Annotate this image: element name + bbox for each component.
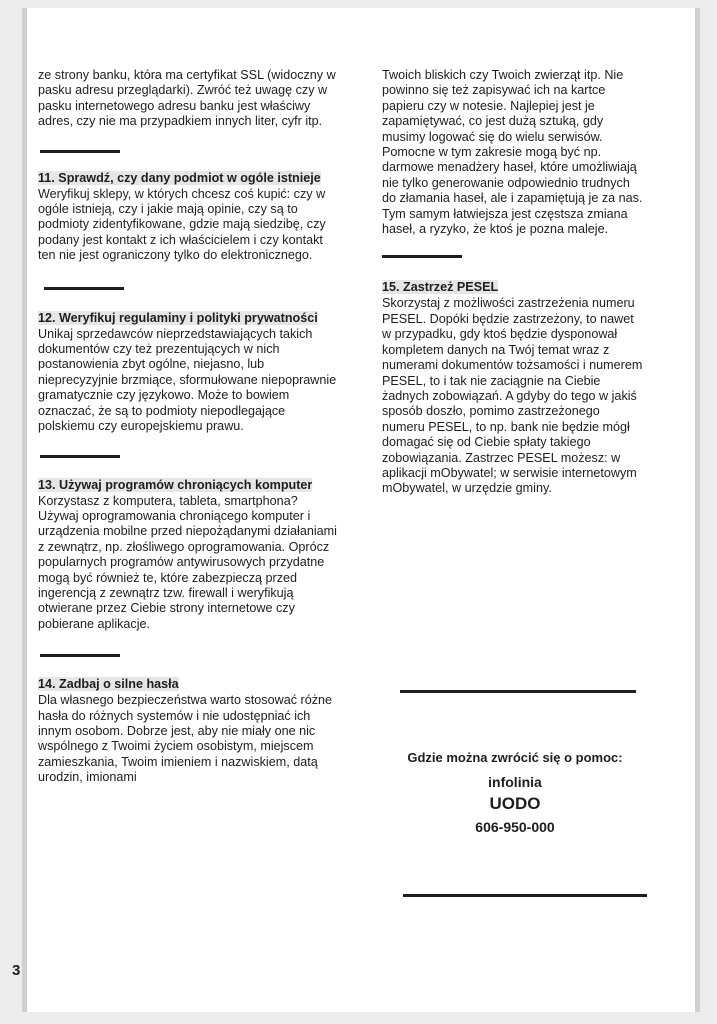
intro-paragraph: ze strony banku, która ma certyfikat SSL (widoczny w pasku adresu przeglądarki). Zwróć też uwagę czy w pasku internetowego adresu banku jest właściwy adres, czy nie ma przypadkiem innych liter, cyfr itp.	[38, 68, 336, 129]
section-divider	[382, 255, 462, 258]
page-number: 3	[12, 962, 21, 979]
section-divider	[40, 455, 120, 458]
section-15-body: Skorzystaj z możliwości zastrzeżenia numeru PESEL. Dopóki będzie zastrzeżony, to nawet w przypadku, gdy ktoś będzie dysponował kompletem danych na Twój temat wraz z numerami dokumentów tożsamości i numerem PESEL, to i tak nie zaciągnie na Ciebie żadnych zobowiązań. A gdyby do tego w jakiś sposób doszło, pomimo zastrzeżonego numeru PESEL, to np. bank nie będzie mógł domagać się od Ciebie spłaty takiego zobowiązania. Zastrzec PESEL możesz: w aplikacji mObywatel; w serwisie internetowym mObywatel, w urzędzie gminy.	[382, 296, 643, 496]
section-14-continuation: Twoich bliskich czy Twoich zwierząt itp. Nie powinno się też zapisywać ich na kartce papieru czy w notesie. Najlepiej jest je zapamiętywać, co jest dużą sztuką, gdy musimy logować się do wielu serwisów. Pomocne w tym zakresie mogą być np. darmowe menadżery haseł, które umożliwiają nie tylko generowanie odpowiednio trudnych do złamania haseł, ale i zapamiętują je za nas. Tym samym łatwiejsza jest częstsza zmiana haseł, a ryzyko, że ktoś je pozna maleje.	[382, 68, 643, 237]
section-13-body: Korzystasz z komputera, tableta, smartphona? Używaj oprogramowania chroniącego komputer i urządzenia mobilne przed niepożądanymi działaniami z zewnątrz, np. złośliwego oprogramowania. Oprócz popularnych programów antywirusowych przydatne mogą być również te, które zabezpieczą przed ingerencją z zewnątrz tzw. firewall i weryfikują otwierane przez Ciebie strony internetowe czy pobierane aplikacje.	[38, 493, 337, 631]
section-12-title: 12. Weryfikuj regulaminy i polityki prywatności	[38, 310, 318, 325]
section-divider	[44, 287, 124, 290]
section-14-body: Dla własnego bezpieczeństwa warto stosować różne hasła do różnych systemów i nie udostępniać ich innym osobom. Dobrze jest, aby nie miały one nic wspólnego z Twoimi życiem osobistym, miejscem zamieszkania, Twoim imieniem i nazwiskiem, datą urodzin, imionami	[38, 693, 333, 785]
right-column	[382, 68, 644, 497]
section-11-title: 11. Sprawdź, czy dany podmiot w ogóle istnieje	[38, 170, 321, 185]
help-infolinia: infolinia	[488, 774, 542, 790]
section-12-body: Unikaj sprzedawców nieprzedstawiających takich dokumentów czy też prezentujących w nich postanowienia zbyt ogólne, niejasno, lub nieprecyzyjnie brzmiące, sformułowane niepoprawnie gramatycznie czy językowo. Może to bowiem oznaczać, że są to podmioty niepodlegające polskiemu czy europejskiemu prawu.	[38, 326, 337, 434]
divider-long	[400, 690, 636, 693]
help-phone-number[interactable]: 606-950-000	[475, 819, 555, 835]
section-14-title: 14. Zadbaj o silne hasła	[38, 677, 179, 692]
section-13-title: 13. Używaj programów chroniących komputer	[38, 477, 313, 492]
help-question: Gdzie można zwrócić się o pomoc:	[407, 750, 623, 765]
help-contact-box	[370, 750, 660, 836]
help-uodo: UODO	[489, 794, 541, 813]
section-divider	[40, 150, 120, 153]
divider-long-bottom	[403, 894, 647, 897]
section-divider	[40, 654, 120, 657]
section-11-body: Weryfikuj sklepy, w których chcesz coś kupić: czy w ogóle istnieją, czy i jakie mają opinie, czy są to podmioty zidentyfikowane, gdzie mają siedzibę, czy podany jest kontakt z ich właścicielem i czy kontakt ten nie jest ograniczony tylko do elektronicznego.	[38, 186, 326, 263]
left-column	[38, 68, 338, 786]
section-15-title: 15. Zastrzeż PESEL	[382, 280, 499, 295]
